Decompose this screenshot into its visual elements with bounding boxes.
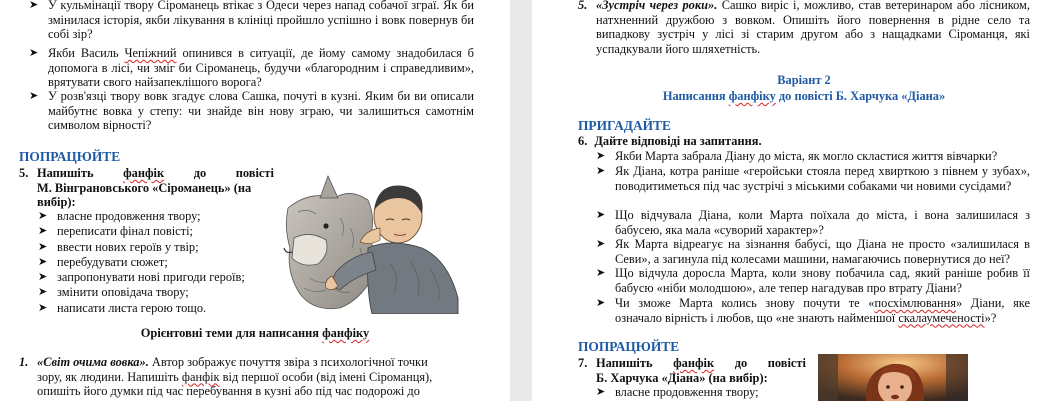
topic-title: «Світ очима вовка». xyxy=(37,355,149,369)
topic-title: «Зустріч через роки». xyxy=(596,0,718,12)
text-run: Напишіть xyxy=(37,166,94,180)
bullet-text xyxy=(615,296,1030,325)
arrow-bullet-icon: ➤ xyxy=(596,209,606,221)
option-text: переписати фінал повісті; xyxy=(57,224,193,239)
arrow-bullet-icon: ➤ xyxy=(29,47,39,59)
topic-number: 1. xyxy=(19,355,29,369)
section-heading: ПОПРАЦЮЙТЕ xyxy=(19,149,121,164)
task-7 xyxy=(578,356,806,385)
text-run: Чи зможе Марта колись знову почути те « xyxy=(615,296,875,310)
text-run: » Діани, яке означало вірність і любов, що «не знають найменшої xyxy=(615,296,1030,325)
arrow-bullet-icon: ➤ xyxy=(38,240,48,253)
list-item xyxy=(596,208,1030,237)
list-item xyxy=(29,89,474,133)
text-run: до xyxy=(734,356,748,370)
task-number: 7. xyxy=(578,356,588,370)
list-item xyxy=(38,255,288,270)
misspelled-word: фанфік xyxy=(673,356,715,370)
text-run: Якби Василь xyxy=(48,46,125,60)
list-item xyxy=(29,46,474,90)
task-text: Дайте відповіді на запитання. xyxy=(594,134,762,148)
text-run: опинився в ситуації, де йому самому знадобилася б допомога в лісі, чи зміг би Сіроманець, будучи «благородним і справедливим», врятувати свого найзапеклішого ворога? xyxy=(48,46,474,90)
arrow-bullet-icon: ➤ xyxy=(38,271,48,284)
list-item xyxy=(38,285,288,300)
text-run: зору, як людини. Напишіть xyxy=(37,369,182,384)
misspelled-word: фанфік xyxy=(181,369,220,384)
bullet-text: Як Марта відреагує на зізнання бабусі, що Діана не просто «залишилася в Севи», а загинула під колесами машини, намагаючись повернутися до неї? xyxy=(615,237,1030,266)
document-page-right xyxy=(532,0,1040,401)
text-run: Сашко виріс і, можливо, став ветеринаром або лісником, натхненний дружбою з вовком. Опишіть його повернення в рідне село та випадкову зустріч у лісі зі старим другом або з нащадками Сіроманця, які успадкували його шляхетність. xyxy=(596,0,1030,56)
option-text: ввести нових героїв у твір; xyxy=(57,239,199,254)
bullet-text: У розв'язці твору вовк згадує слова Сашка, почуті в кузні. Яким би ви описали майбутнє вовка у степу: чи знайде він нову зграю, чи залишиться самотнім символом вірності? xyxy=(48,89,474,133)
arrow-bullet-icon: ➤ xyxy=(29,90,39,102)
text-run: від першої особи (від імені Сіроманця), xyxy=(219,369,433,384)
arrow-bullet-icon: ➤ xyxy=(38,225,48,238)
topic-1-line3: опишіть його думки під час перебування в кузні або під час подорожі до xyxy=(37,384,420,399)
task-7-line2: Б. Харчука «Діана» (на вибір): xyxy=(596,370,768,385)
list-item xyxy=(596,296,1030,325)
text-run: »? xyxy=(984,310,997,325)
task-number: 5. xyxy=(19,166,29,180)
arrow-bullet-icon: ➤ xyxy=(38,301,48,314)
variant-title: Варіант 2 xyxy=(777,73,831,87)
option-text: перебудувати сюжет; xyxy=(57,254,168,269)
misspelled-word: посхімлювання xyxy=(874,296,956,310)
list-item xyxy=(596,164,1030,193)
bullet-text: Якби Марта забрала Діану до міста, як могло скластися життя вівчарки? xyxy=(615,149,998,163)
text-run: до повісті Б. Харчука «Діана» xyxy=(775,89,946,103)
task-6 xyxy=(578,134,762,149)
arrow-bullet-icon: ➤ xyxy=(596,238,606,250)
arrow-bullet-icon: ➤ xyxy=(596,165,606,177)
bullet-text: У кульмінації твору Сіроманець втікає з Одеси через напад собачої зграї. Як би змінилася історія, якби лікування в клініці пройшло успішно і вовк повернув би собі зір? xyxy=(48,0,474,42)
bullet-text xyxy=(48,46,474,90)
section-heading: ПРИГАДАЙТЕ xyxy=(578,118,671,133)
arrow-bullet-icon: ➤ xyxy=(38,255,48,268)
task-5 xyxy=(19,166,274,210)
list-item xyxy=(29,0,474,42)
variant-subtitle xyxy=(578,89,1030,104)
list-item xyxy=(38,270,288,285)
arrow-bullet-icon: ➤ xyxy=(596,267,606,279)
list-item xyxy=(38,240,288,255)
option-text: власне продовження твору; xyxy=(57,209,201,223)
arrow-bullet-icon: ➤ xyxy=(29,0,39,11)
topic-5-text xyxy=(596,0,1030,56)
list-item xyxy=(38,209,288,224)
document-page-left xyxy=(0,0,510,401)
list-item xyxy=(596,266,1030,295)
list-item xyxy=(38,224,288,239)
text-run: Орієнтовні теми для написання xyxy=(140,326,323,340)
arrow-bullet-icon: ➤ xyxy=(38,210,48,222)
task-5-line1 xyxy=(37,166,274,181)
text-run: Напишіть xyxy=(596,356,653,370)
arrow-bullet-icon: ➤ xyxy=(596,386,606,398)
arrow-bullet-icon: ➤ xyxy=(596,150,606,162)
misspelled-word: Чепіжний xyxy=(124,46,177,60)
text-run: до xyxy=(193,166,207,180)
text-run: Автор зображує почуття звіра з психологічної точки xyxy=(148,355,428,369)
boy-hugging-wolf-illustration xyxy=(280,168,475,314)
bullet-text: Що відчула доросла Марта, коли знову побачила сад, який раніше робив її бабусю «ніби молодшою», але тепер нагадував про втрату Діани? xyxy=(615,266,1030,295)
option-text: змінити оповідача твору; xyxy=(57,285,189,300)
topic-1-line1 xyxy=(37,355,474,370)
list-item xyxy=(596,149,1030,164)
list-item xyxy=(596,385,816,400)
task-7-line1 xyxy=(596,356,806,371)
topic-number: 5. xyxy=(578,0,588,12)
misspelled-word: фанфік xyxy=(123,166,165,180)
text-run: повісті xyxy=(235,166,274,180)
topic-1 xyxy=(19,355,474,399)
task-5-line2: М. Вінграновського «Сіроманець» (на вибір): xyxy=(37,180,252,210)
arrow-bullet-icon: ➤ xyxy=(38,286,48,299)
bullet-text: Як Діана, котра раніше «геройськи стояла перед хвирткою з півнем у зубах», поводитиметься під час зустрічі з міськими собаками чи новими сусідами? xyxy=(615,164,1030,193)
section-heading: ПОПРАЦЮЙТЕ xyxy=(578,339,680,354)
option-text: запропонувати нові пригоди героїв; xyxy=(57,270,245,285)
misspelled-word: фанфіку xyxy=(322,326,370,340)
text-run: Написання xyxy=(662,89,729,103)
list-item xyxy=(38,301,288,316)
task-number: 6. xyxy=(578,134,588,148)
option-text: написати листа герою тощо. xyxy=(57,300,207,315)
bullet-text: Що відчувала Діана, коли Марта поїхала до міста, і вона залишилася з бабусею, яка мала «суворий характер»? xyxy=(615,208,1030,237)
option-text: власне продовження твору; xyxy=(615,385,759,399)
misspelled-word: скалаумеченості xyxy=(898,310,985,325)
arrow-bullet-icon: ➤ xyxy=(596,297,606,309)
topic-5 xyxy=(578,0,1030,56)
misspelled-word: фанфіку xyxy=(728,89,776,103)
girl-portrait-illustration xyxy=(818,354,968,401)
list-item xyxy=(596,237,1030,266)
text-run: повісті xyxy=(767,356,806,370)
options-list xyxy=(38,209,288,316)
topics-heading xyxy=(0,326,510,341)
topic-1-line2 xyxy=(37,370,474,385)
